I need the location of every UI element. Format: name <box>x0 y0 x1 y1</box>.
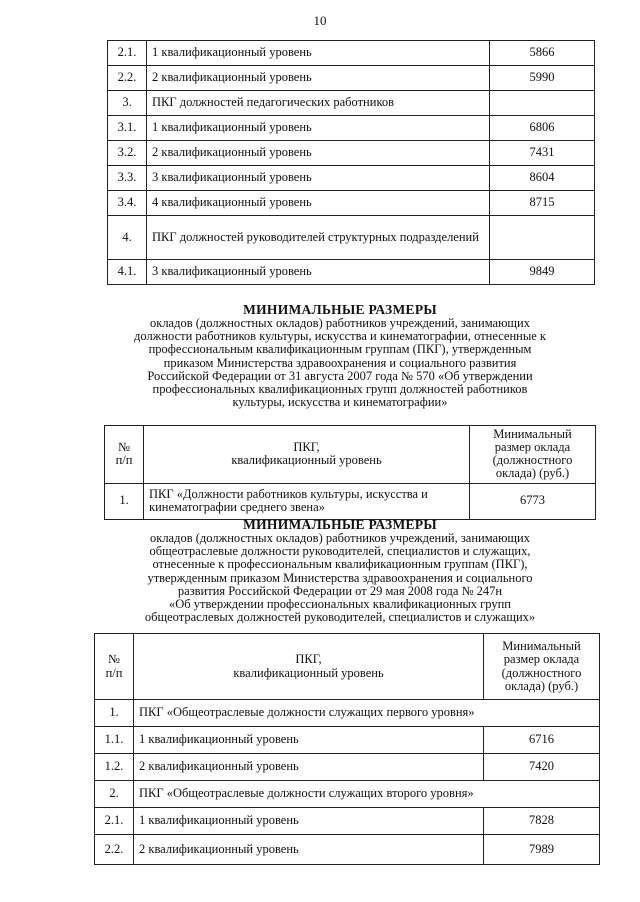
row-name: 1 квалификационный уровень <box>134 727 484 754</box>
table-row <box>108 91 595 116</box>
header-value: Минимальный размер оклада (должностного оклада) (руб.) <box>484 634 600 700</box>
header-value: Минимальный размер оклада (должностного оклада) (руб.) <box>470 426 596 484</box>
table-row <box>95 700 600 727</box>
header-number <box>105 426 144 484</box>
row-number: 2.2. <box>95 835 134 865</box>
section-heading-culture <box>80 303 600 409</box>
table-row <box>108 216 595 260</box>
table-row <box>95 727 600 754</box>
table-row <box>105 483 596 519</box>
row-value <box>490 216 595 260</box>
row-value: 6806 <box>490 116 595 141</box>
heading-line: развития Российской Федерации от 29 мая 2008 года № 247н <box>177 583 503 598</box>
row-name: ПКГ «Общеотраслевые должности служащих второго уровня» <box>134 781 600 808</box>
row-number: 3.4. <box>108 191 147 216</box>
section-title: МИНИМАЛЬНЫЕ РАЗМЕРЫ <box>243 302 437 317</box>
table-row <box>95 835 600 865</box>
row-number: 1. <box>95 700 134 727</box>
row-number: 3.3. <box>108 166 147 191</box>
row-name: 3 квалификационный уровень <box>147 260 490 285</box>
heading-line: отнесенные к профессиональным квалификационным группам (ПКГ), <box>152 557 528 572</box>
row-value: 7828 <box>484 808 600 835</box>
row-number: 2.1. <box>95 808 134 835</box>
header-number-line: п/п <box>115 453 133 468</box>
heading-line: профессиональных квалификационных групп должностей работников <box>152 381 528 396</box>
row-value: 5866 <box>490 41 595 66</box>
table-header-row <box>105 426 596 484</box>
table-row <box>95 808 600 835</box>
row-name: 2 квалификационный уровень <box>147 66 490 91</box>
row-value: 7989 <box>484 835 600 865</box>
heading-line: окладов (должностных окладов) работников учреждений, занимающих <box>150 531 530 546</box>
table-row <box>108 141 595 166</box>
header-number-line: № <box>108 652 120 667</box>
row-number: 3.2. <box>108 141 147 166</box>
row-value <box>490 91 595 116</box>
row-value: 9849 <box>490 260 595 285</box>
salary-table-culture <box>104 425 596 520</box>
section-heading-general <box>80 518 600 624</box>
table-row <box>108 260 595 285</box>
table-row <box>108 66 595 91</box>
row-number: 4. <box>108 216 147 260</box>
header-name-line: ПКГ, <box>295 652 322 667</box>
heading-line: приказом Министерства здравоохранения и социального развития <box>163 355 517 370</box>
row-number: 1.1. <box>95 727 134 754</box>
header-number-line: п/п <box>105 665 123 680</box>
heading-line: окладов (должностных окладов) работников учреждений, занимающих <box>150 316 530 331</box>
row-number: 4.1. <box>108 260 147 285</box>
row-name: 2 квалификационный уровень <box>134 835 484 865</box>
heading-line: общеотраслевых должностей руководителей, специалистов и служащих» <box>144 609 536 624</box>
heading-line: общеотраслевые должности руководителей, специалистов и служащих, <box>149 544 531 559</box>
header-name <box>134 634 484 700</box>
row-number: 3. <box>108 91 147 116</box>
table-row <box>108 116 595 141</box>
table-row <box>108 41 595 66</box>
section-title: МИНИМАЛЬНЫЕ РАЗМЕРЫ <box>243 517 437 532</box>
row-name: 2 квалификационный уровень <box>134 754 484 781</box>
row-number: 2. <box>95 781 134 808</box>
row-value: 6716 <box>484 727 600 754</box>
header-name-line: квалификационный уровень <box>233 665 384 680</box>
table-header-row <box>95 634 600 700</box>
salary-table-continued <box>107 40 595 285</box>
header-name <box>144 426 470 484</box>
header-name-line: ПКГ, <box>293 440 320 455</box>
row-name: 2 квалификационный уровень <box>147 141 490 166</box>
row-name: 4 квалификационный уровень <box>147 191 490 216</box>
row-number: 3.1. <box>108 116 147 141</box>
page-number: 10 <box>313 13 327 28</box>
row-value: 6773 <box>470 483 596 519</box>
header-name-line: квалификационный уровень <box>231 453 382 468</box>
salary-table-general <box>94 633 600 865</box>
row-value: 8604 <box>490 166 595 191</box>
row-name: ПКГ должностей педагогических работников <box>147 91 490 116</box>
row-name: 1 квалификационный уровень <box>134 808 484 835</box>
heading-line: должности работников культуры, искусства и кинематографии, отнесенные к <box>134 329 546 344</box>
heading-line: Российской Федерации от 31 августа 2007 года № 570 «Об утверждении <box>147 368 533 383</box>
header-number-line: № <box>118 440 130 455</box>
row-name: ПКГ «Общеотраслевые должности служащих первого уровня» <box>134 700 600 727</box>
table-row <box>108 191 595 216</box>
row-number: 2.1. <box>108 41 147 66</box>
row-value: 7420 <box>484 754 600 781</box>
header-number <box>95 634 134 700</box>
heading-line: «Об утверждении профессиональных квалификационных групп <box>168 596 511 611</box>
heading-line: утвержденным приказом Министерства здравоохранения и социального <box>147 570 533 585</box>
row-name: ПКГ «Должности работников культуры, искусства и кинематографии среднего звена» <box>144 483 470 519</box>
row-name: 1 квалификационный уровень <box>147 116 490 141</box>
heading-line: профессиональным квалификационным группам (ПКГ), утвержденным <box>148 342 532 357</box>
table-row <box>95 781 600 808</box>
heading-line: культуры, искусства и кинематографии» <box>232 394 448 409</box>
table-row <box>108 166 595 191</box>
row-name: 3 квалификационный уровень <box>147 166 490 191</box>
row-name: 1 квалификационный уровень <box>147 41 490 66</box>
row-number: 1.2. <box>95 754 134 781</box>
row-value: 8715 <box>490 191 595 216</box>
row-name: ПКГ должностей руководителей структурных подразделений <box>147 216 490 260</box>
table-row <box>95 754 600 781</box>
row-number: 1. <box>105 483 144 519</box>
row-value: 7431 <box>490 141 595 166</box>
row-value: 5990 <box>490 66 595 91</box>
row-number: 2.2. <box>108 66 147 91</box>
